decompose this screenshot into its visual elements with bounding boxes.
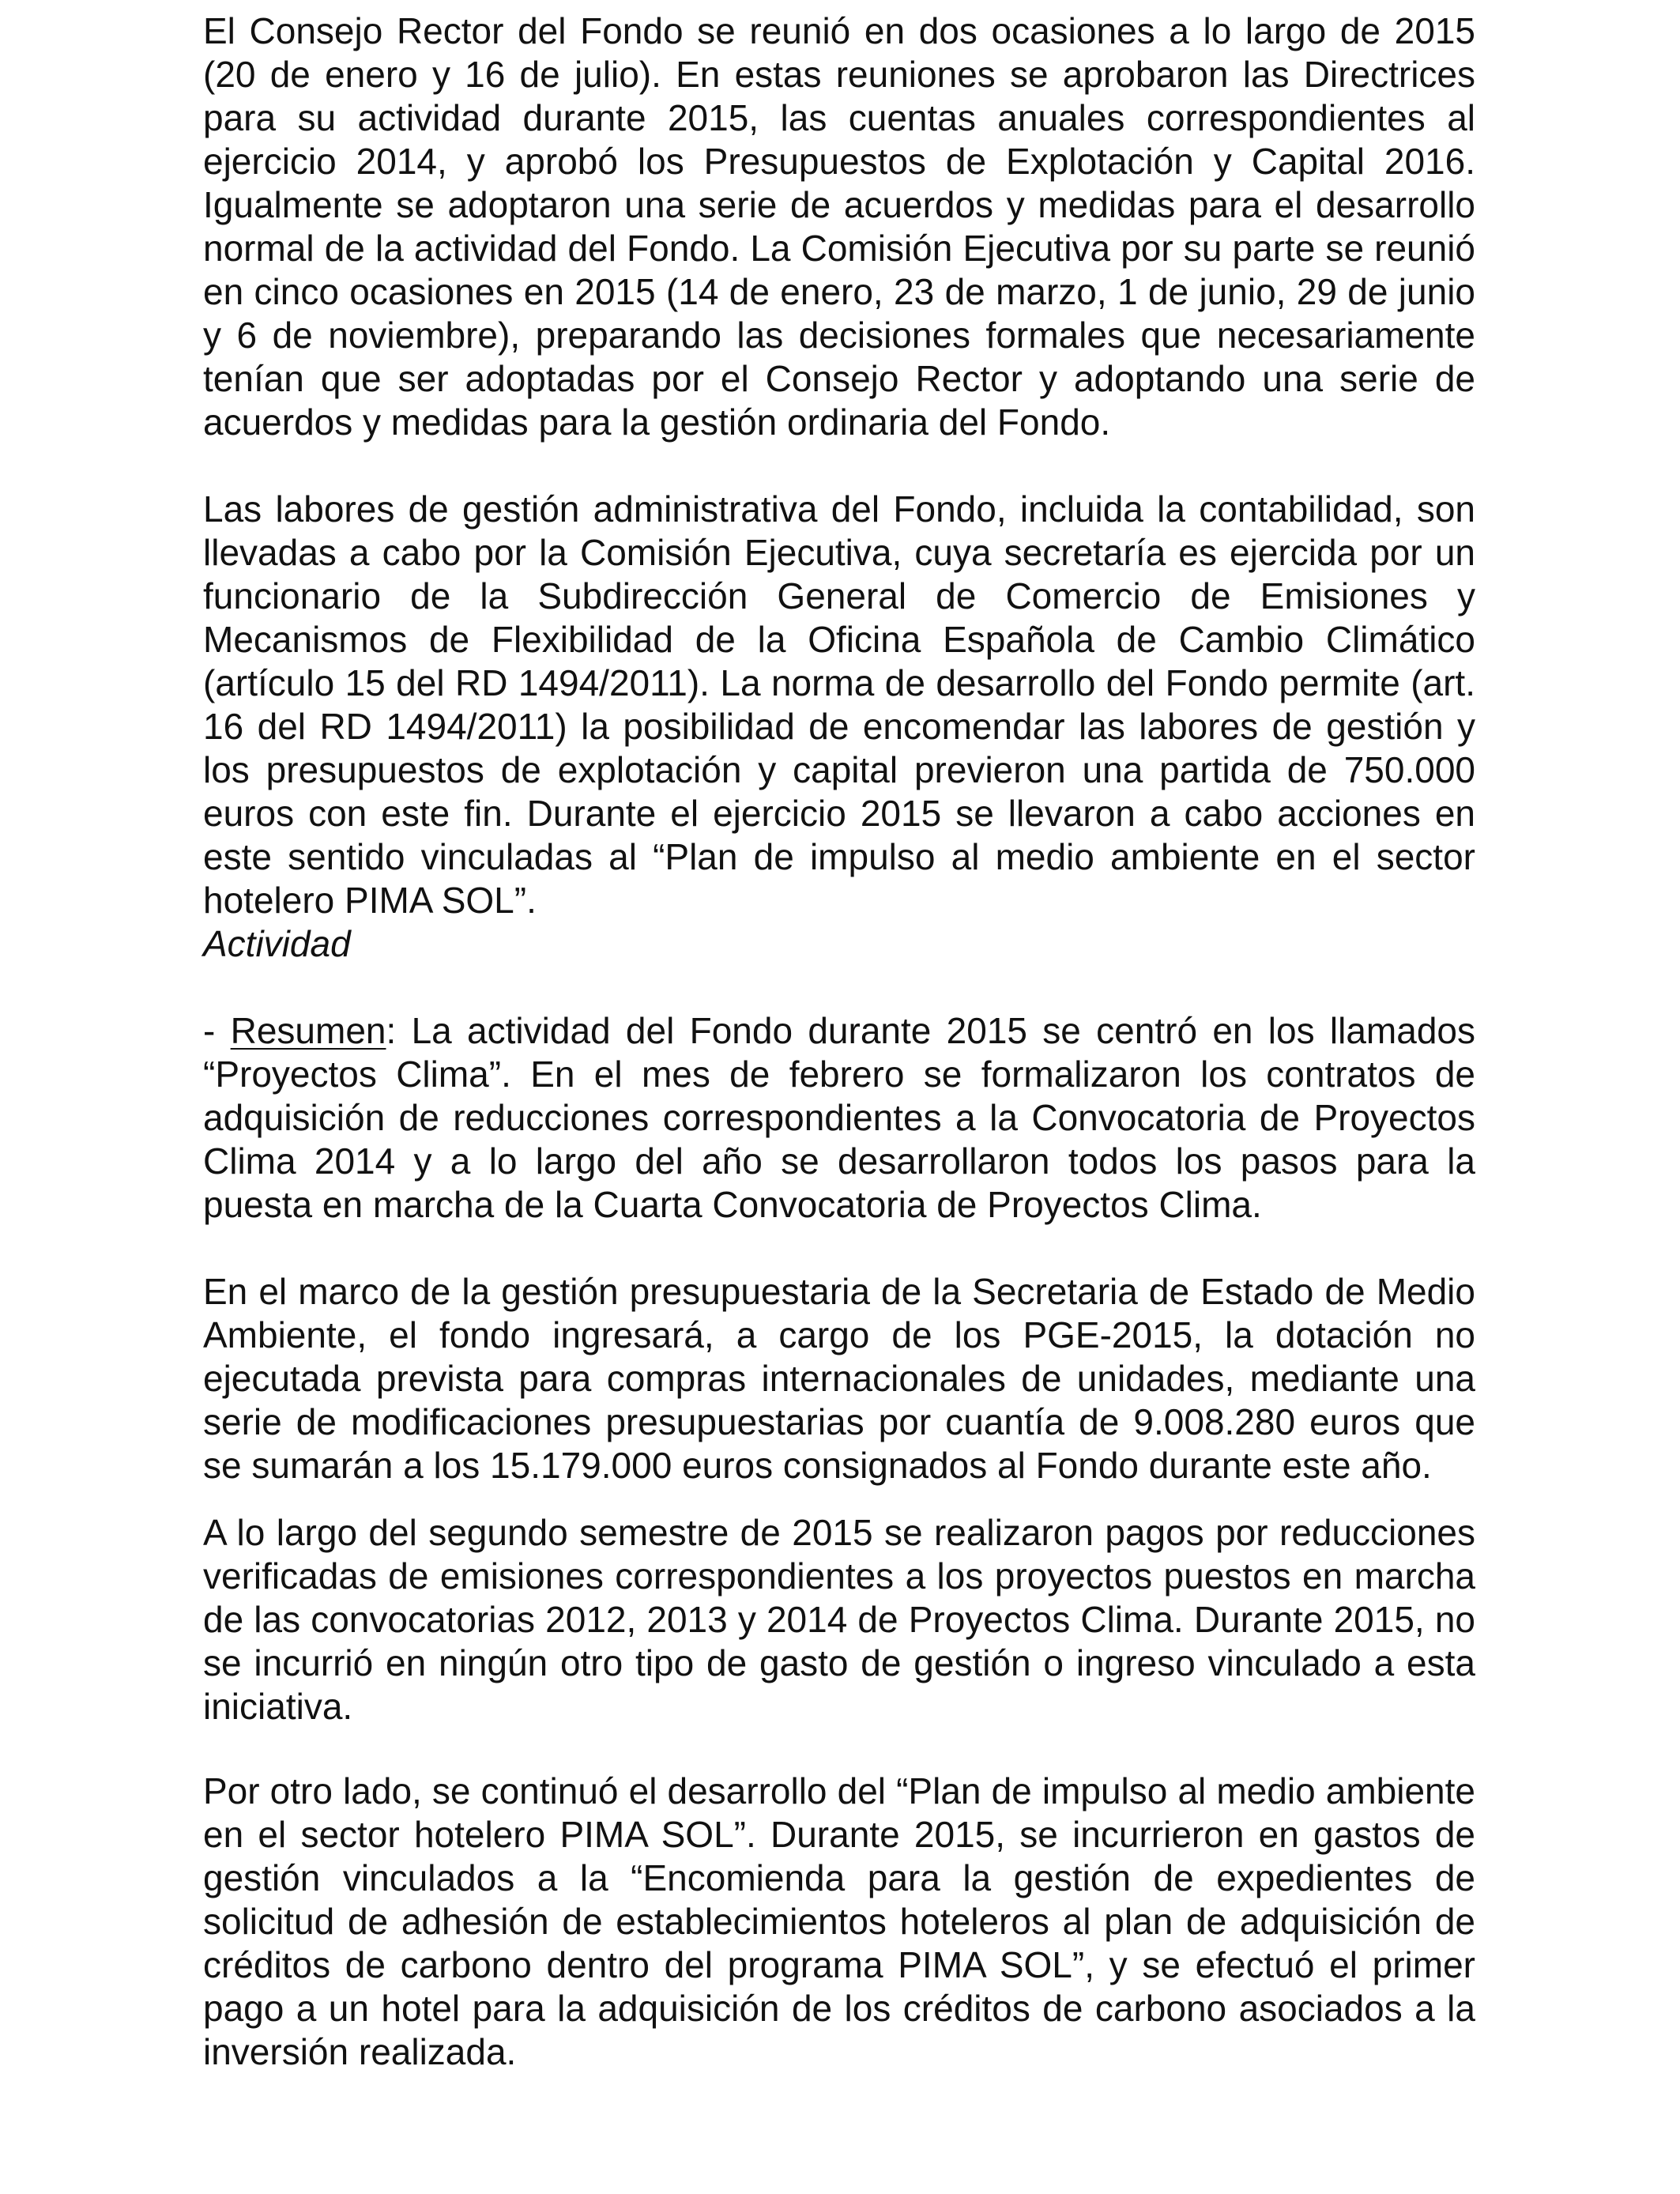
paragraph-pima-sol: Por otro lado, se continuó el desarrollo del “Plan de impulso al medio ambiente en el sector hotelero PIMA SOL”. Durante 2015, se incurrieron en gastos de gestión vinculados a la “Encomienda para la gestión de expedientes de solicitud de adhesión de establecimientos hoteleros al plan de adquisición de créditos de carbono dentro del programa PIMA SOL”, y se efectuó el primer pago a un hotel para la adquisición de los créditos de carbono asociados a la inversión realizada.	[203, 1770, 1475, 2072]
paragraph-resumen	[203, 1009, 1475, 1227]
paragraph-gestion-presupuestaria: En el marco de la gestión presupuestaria de la Secretaria de Estado de Medio Ambiente, el fondo ingresará, a cargo de los PGE-2015, la dotación no ejecutada prevista para compras internacionales de unidades, mediante una serie de modificaciones presupuestarias por cuantía de 9.008.280 euros que se sumarán a los 15.179.000 euros consignados al Fondo durante este año.	[203, 1271, 1475, 1486]
resumen-dash: -	[203, 1010, 231, 1051]
paragraph-segundo-semestre: A lo largo del segundo semestre de 2015 se realizaron pagos por reducciones verificadas de emisiones correspondientes a los proyectos puestos en marcha de las convocatorias 2012, 2013 y 2014 de Proyectos Clima. Durante 2015, no se incurrió en ningún otro tipo de gasto de gestión o ingreso vinculado a esta iniciativa.	[203, 1512, 1475, 1727]
resumen-text: : La actividad del Fondo durante 2015 se centró en los llamados “Proyectos Clima”. En el mes de febrero se formalizaron los contratos de adquisición de reducciones correspondientes a la Convocatoria de Proyectos Clima 2014 y a lo largo del año se desarrollaron todos los pasos para la puesta en marcha de la Cuarta Convocatoria de Proyectos Clima.	[203, 1010, 1475, 1225]
document-body	[203, 9, 1475, 2074]
section-heading-actividad: Actividad	[203, 923, 351, 964]
resumen-label: Resumen	[230, 1010, 386, 1051]
paragraph-consejo-rector: El Consejo Rector del Fondo se reunió en dos ocasiones a lo largo de 2015 (20 de enero y 16 de julio). En estas reuniones se aprobaron las Directrices para su actividad durante 2015, las cuentas anuales correspondientes al ejercicio 2014, y aprobó los Presupuestos de Explotación y Capital 2016. Igualmente se adoptaron una serie de acuerdos y medidas para el desarrollo normal de la actividad del Fondo. La Comisión Ejecutiva por su parte se reunió en cinco ocasiones en 2015 (14 de enero, 23 de marzo, 1 de junio, 29 de junio y 6 de noviembre), preparando las decisiones formales que necesariamente tenían que ser adoptadas por el Consejo Rector y adoptando una serie de acuerdos y medidas para la gestión ordinaria del Fondo.	[203, 10, 1475, 443]
paragraph-gestion-administrativa: Las labores de gestión administrativa del Fondo, incluida la contabilidad, son llevadas a cabo por la Comisión Ejecutiva, cuya secretaría es ejercida por un funcionario de la Subdirección General de Comercio de Emisiones y Mecanismos de Flexibilidad de la Oficina Española de Cambio Climático (artículo 15 del RD 1494/2011). La norma de desarrollo del Fondo permite (art. 16 del RD 1494/2011) la posibilidad de encomendar las labores de gestión y los presupuestos de explotación y capital previeron una partida de 750.000 euros con este fin. Durante el ejercicio 2015 se llevaron a cabo acciones en este sentido vinculadas al “Plan de impulso al medio ambiente en el sector hotelero PIMA SOL”.	[203, 488, 1475, 921]
